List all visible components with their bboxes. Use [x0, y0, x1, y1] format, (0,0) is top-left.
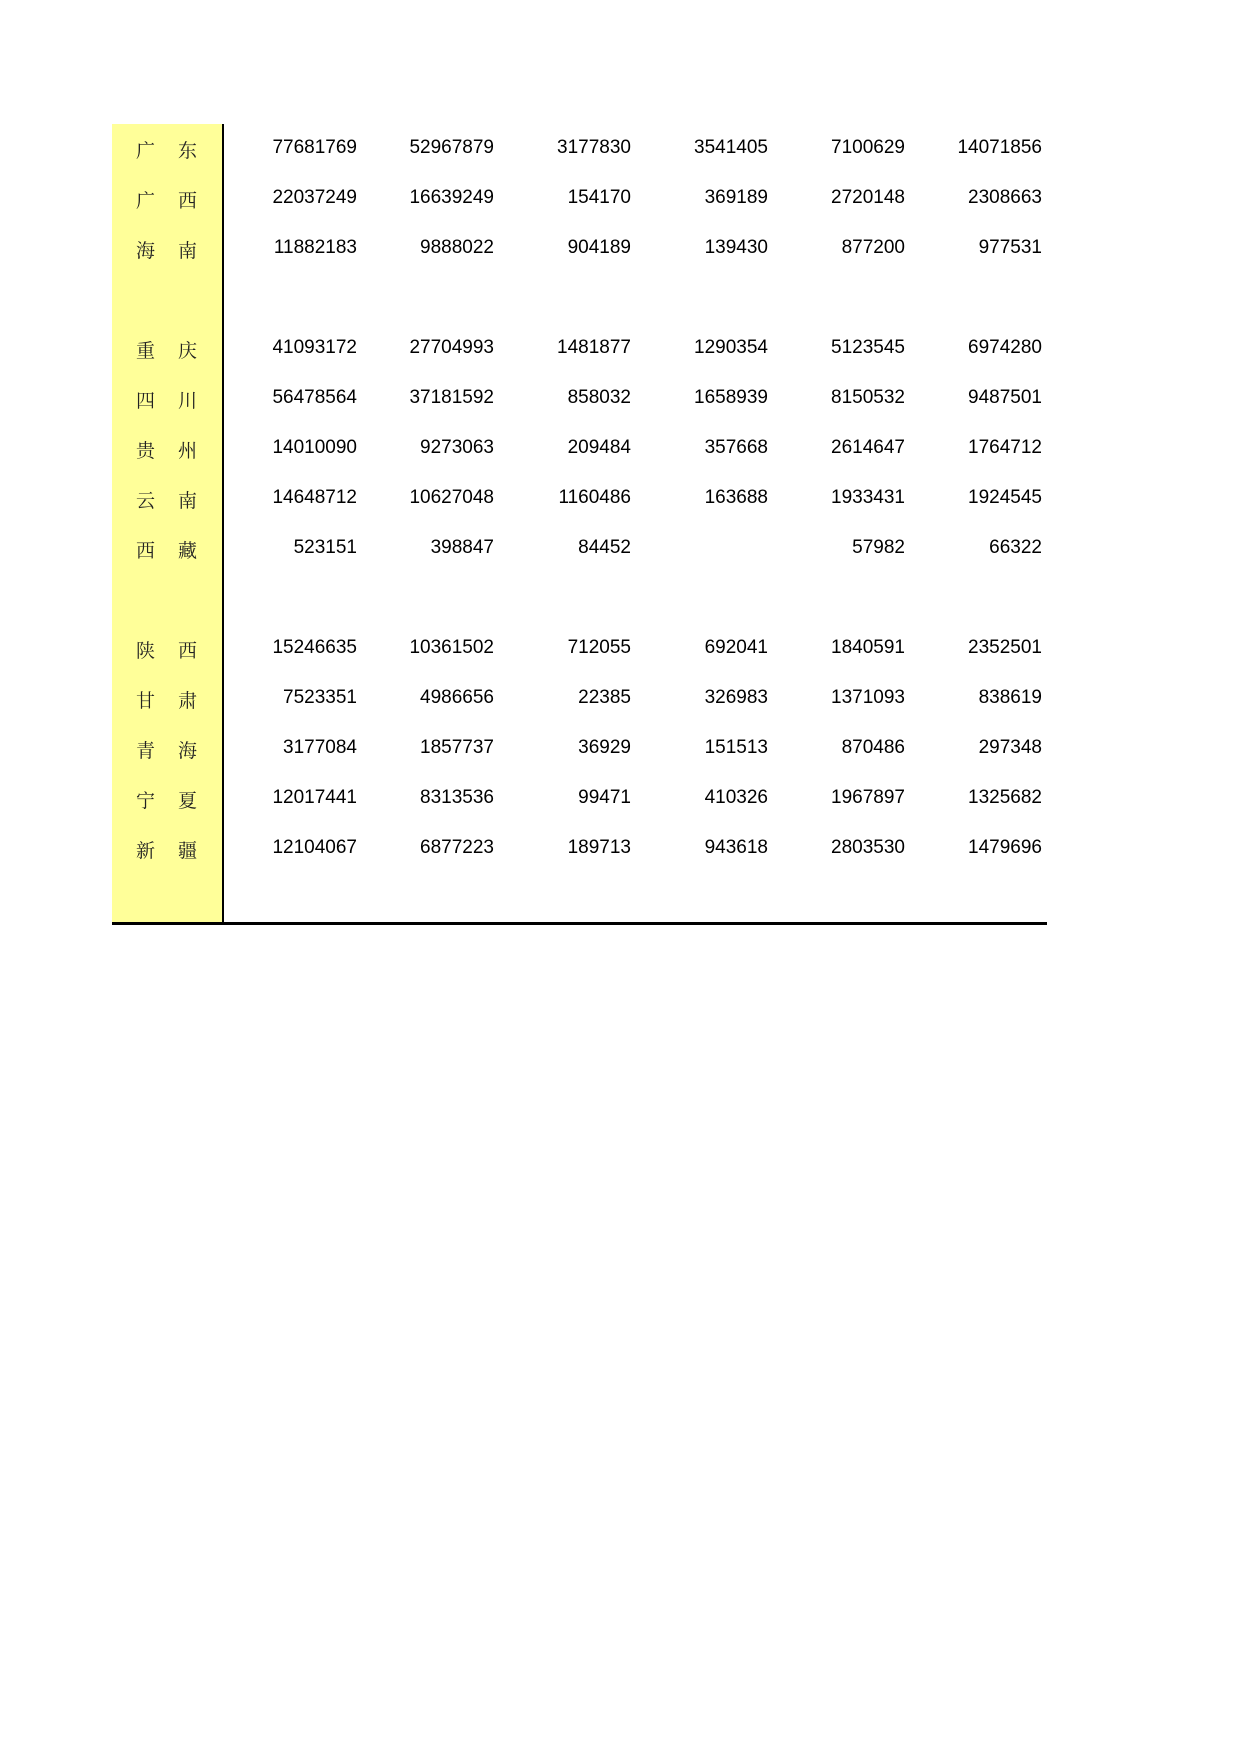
table-cell: 41093172: [272, 337, 357, 358]
table-cell: 523151: [293, 537, 357, 558]
data-table: [112, 124, 1047, 924]
region-name: 陕 西: [136, 640, 198, 662]
table-cell: 14071856: [957, 137, 1042, 158]
table-row: [112, 724, 1047, 774]
table-cell: 2720148: [831, 187, 905, 208]
table-cell: 297348: [978, 737, 1042, 758]
table-cell: 209484: [567, 437, 631, 458]
table-cell: 1325682: [968, 787, 1042, 808]
table-cell: 3177830: [557, 137, 631, 158]
table-cell: 2352501: [968, 637, 1042, 658]
table-cell: 36929: [578, 737, 631, 758]
table-cell: 943618: [704, 837, 768, 858]
table-cell: 99471: [578, 787, 631, 808]
table-cell: 10627048: [409, 487, 494, 508]
table-cell: 27704993: [409, 337, 494, 358]
table-cell: 22385: [578, 687, 631, 708]
table-cell: 692041: [704, 637, 768, 658]
table-cell: 14648712: [272, 487, 357, 508]
table-row: [112, 774, 1047, 824]
region-name: 青 海: [136, 740, 198, 762]
region-name: 西 藏: [136, 540, 198, 562]
table-row: [112, 124, 1047, 174]
table-cell: 11882183: [273, 237, 357, 258]
table-cell: 56478564: [272, 387, 357, 408]
table-cell: 1924545: [968, 487, 1042, 508]
table-cell: 1764712: [968, 437, 1042, 458]
region-name: 四 川: [136, 390, 198, 412]
table-cell: 163688: [704, 487, 768, 508]
table-cell: 2803530: [831, 837, 905, 858]
table-cell: 6974280: [968, 337, 1042, 358]
region-name: 宁 夏: [136, 790, 198, 812]
table-cell: 139430: [704, 237, 768, 258]
table-cell: 7100629: [831, 137, 905, 158]
table-cell: 57982: [852, 537, 905, 558]
table-row: [112, 324, 1047, 374]
table-cell: 12104067: [272, 837, 357, 858]
table-cell: 357668: [704, 437, 768, 458]
table-cell: 1658939: [694, 387, 768, 408]
table-row: [112, 624, 1047, 674]
table-cell: 1479696: [968, 837, 1042, 858]
table-row: [112, 424, 1047, 474]
table-cell: 10361502: [409, 637, 494, 658]
table-cell: 6877223: [420, 837, 494, 858]
table-cell: 12017441: [272, 787, 357, 808]
table-row: [112, 224, 1047, 274]
table-cell: 9888022: [420, 237, 494, 258]
table-row: [112, 674, 1047, 724]
table-row: [112, 824, 1047, 874]
table-cell: 398847: [430, 537, 494, 558]
table-cell: 16639249: [409, 187, 494, 208]
table-cell: 5123545: [831, 337, 905, 358]
table-cell: 4986656: [420, 687, 494, 708]
table-cell: 410326: [704, 787, 768, 808]
table-cell: 1933431: [831, 487, 905, 508]
table-cell: 1840591: [831, 637, 905, 658]
region-name: 广 西: [136, 190, 198, 212]
table-cell: 84452: [578, 537, 631, 558]
table-cell: 369189: [704, 187, 768, 208]
region-name: 甘 肃: [136, 690, 198, 712]
table-cell: 838619: [978, 687, 1042, 708]
table-cell: 2614647: [831, 437, 905, 458]
region-name: 云 南: [136, 490, 198, 512]
table-cell: 877200: [841, 237, 905, 258]
table-cell: 858032: [567, 387, 631, 408]
table-cell: 8313536: [420, 787, 494, 808]
table-cell: 2308663: [968, 187, 1042, 208]
table-cell: 189713: [567, 837, 631, 858]
table-cell: 1290354: [694, 337, 768, 358]
table-cell: 326983: [704, 687, 768, 708]
table-cell: 15246635: [272, 637, 357, 658]
table-cell: 8150532: [831, 387, 905, 408]
region-name: 重 庆: [136, 340, 198, 362]
table-cell: 1481877: [557, 337, 631, 358]
region-name: 海 南: [136, 240, 198, 262]
table-cell: 3541405: [694, 137, 768, 158]
table-cell: 154170: [567, 187, 631, 208]
table-cell: 3177084: [283, 737, 357, 758]
table-cell: 52967879: [409, 137, 494, 158]
table-cell: 1967897: [831, 787, 905, 808]
table-cell: 9487501: [968, 387, 1042, 408]
region-name: 广 东: [136, 140, 198, 162]
region-name: 新 疆: [136, 840, 198, 862]
table-cell: 9273063: [420, 437, 494, 458]
table-cell: 1371093: [831, 687, 905, 708]
table-cell: 151513: [704, 737, 768, 758]
table-cell: 7523351: [283, 687, 357, 708]
table-cell: 37181592: [409, 387, 494, 408]
table-cell: 1857737: [420, 737, 494, 758]
table-cell: 870486: [841, 737, 905, 758]
table-cell: 22037249: [272, 187, 357, 208]
table-bottom-border: [112, 922, 1047, 925]
table-row: [112, 524, 1047, 574]
table-cell: 977531: [978, 237, 1042, 258]
table-cell: 904189: [567, 237, 631, 258]
region-name: 贵 州: [136, 440, 198, 462]
table-cell: 66322: [989, 537, 1042, 558]
table-cell: 712055: [567, 637, 631, 658]
table-row: [112, 474, 1047, 524]
table-cell: 14010090: [272, 437, 357, 458]
table-row: [112, 174, 1047, 224]
table-cell: 77681769: [272, 137, 357, 158]
table-cell: 1160486: [558, 487, 631, 508]
table-row: [112, 374, 1047, 424]
